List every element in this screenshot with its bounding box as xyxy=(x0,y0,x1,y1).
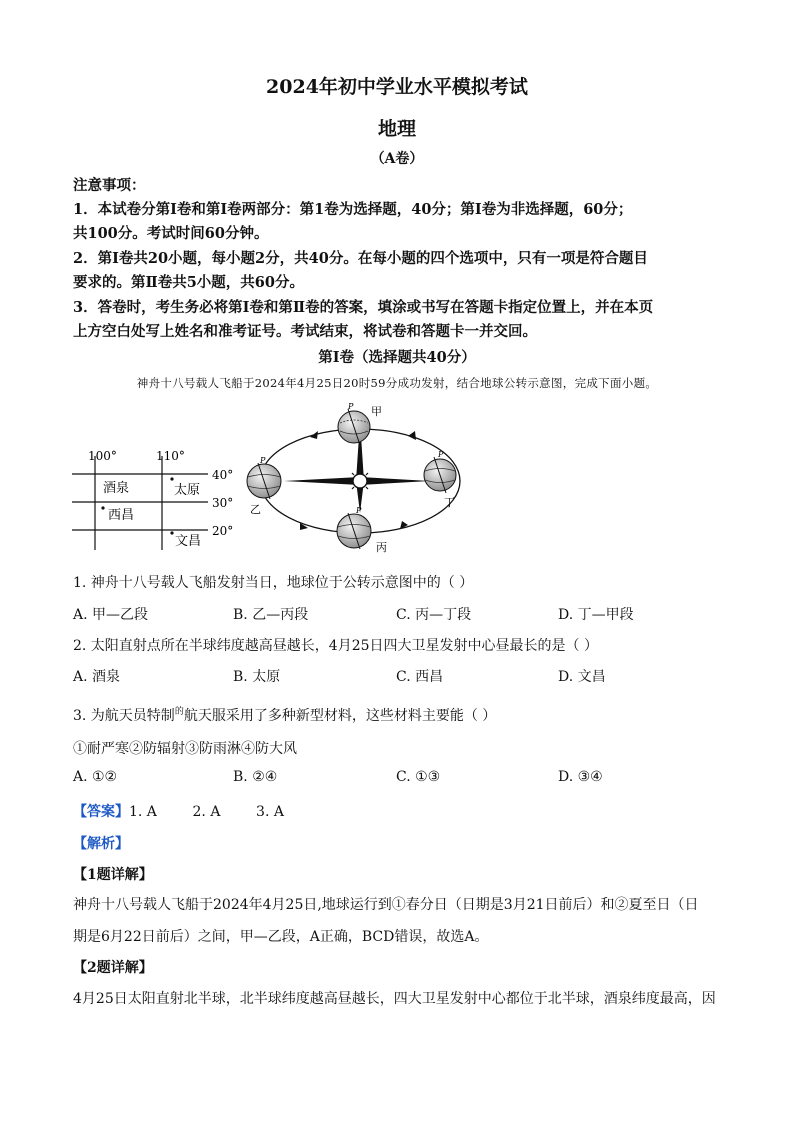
q3-choices-line: ①耐严寒②防辐射③防雨淋④防大风 xyxy=(73,741,297,757)
lat-label-30: 30° xyxy=(212,496,234,510)
q2-option-b[interactable]: B. 太原 xyxy=(233,669,281,685)
detail-1-tag: 【1题详解】 xyxy=(73,867,153,883)
city-xichang: 西昌 xyxy=(108,508,135,523)
q2-option-c[interactable]: C. 西昌 xyxy=(396,669,444,685)
q1-option-b[interactable]: B. 乙—丙段 xyxy=(233,607,309,623)
detail-2-tag: 【2题详解】 xyxy=(73,960,153,976)
q1-option-c[interactable]: C. 丙—丁段 xyxy=(396,607,472,623)
pole-label-ding: P xyxy=(438,450,444,459)
q3-option-a[interactable]: A. ①② xyxy=(73,769,118,785)
lat-label-40: 40° xyxy=(212,468,234,482)
label-ding: 丁 xyxy=(444,496,455,509)
analysis-tag: 【解析】 xyxy=(73,836,129,852)
revolution-diagram xyxy=(240,385,480,557)
earth-yi xyxy=(247,463,281,499)
q3-stem-part-2: 航天服采用了多种新型材料，这些材料主要能（ ） xyxy=(183,708,497,724)
q2-option-a[interactable]: A. 酒泉 xyxy=(73,669,121,685)
city-wenchang-dot xyxy=(170,531,173,534)
label-bing: 丙 xyxy=(376,541,387,554)
q3-stem-mark: 的 xyxy=(174,707,184,717)
earth-jia xyxy=(338,409,370,445)
lon-label-100: 100° xyxy=(88,449,117,463)
pole-label-jia: P xyxy=(348,402,354,411)
lat-label-20: 20° xyxy=(212,524,234,538)
pole-label-yi: P xyxy=(260,456,266,465)
q2-stem: 2. 太阳直射点所在半球纬度越高昼越长，4月25日四大卫星发射中心昼最长的是（ ） xyxy=(73,638,598,654)
q2-option-d[interactable]: D. 文昌 xyxy=(558,669,606,685)
section-1-title: 第Ⅰ卷（选择题共40分） xyxy=(318,349,476,366)
paper-version: （A卷） xyxy=(370,151,424,167)
answer-line xyxy=(73,801,723,821)
lon-label-110: 110° xyxy=(156,449,185,463)
q3-stem-part-1: 3. 为航天员特制 xyxy=(73,708,175,724)
answer-tag: 【答案】 xyxy=(73,804,129,820)
notice-item-1b: 共100分。考试时间60分钟。 xyxy=(73,225,269,242)
notice-item-2b: 要求的。第Ⅱ卷共5小题，共60分。 xyxy=(73,274,304,291)
q3-stem xyxy=(73,704,723,725)
orbit-arrow-icon xyxy=(408,431,416,440)
detail-1-text-a: 神舟十八号载人飞船于2024年4月25日,地球运行到①春分日（日期是3月21日前后）和②夏至日（日 xyxy=(73,897,699,913)
label-yi: 乙 xyxy=(250,503,261,516)
city-wenchang: 文昌 xyxy=(175,534,202,549)
q1-stem: 1. 神舟十八号载人飞船发射当日，地球位于公转示意图中的（ ） xyxy=(73,575,474,591)
pole-label-bing: P xyxy=(356,506,362,515)
detail-2-text-a: 4月25日太阳直射北半球，北半球纬度越高昼越长，四大卫星发射中心都位于北半球，酒泉纬度最高，因 xyxy=(73,991,716,1007)
earth-bing xyxy=(337,513,371,549)
answer-text: 1. A 2. A 3. A xyxy=(129,804,284,820)
notice-heading: 注意事项： xyxy=(73,177,146,194)
exam-title: 2024年初中学业水平模拟考试 xyxy=(266,76,528,98)
notice-item-1a: 1．本试卷分第Ⅰ卷和第Ⅰ卷两部分：第1卷为选择题，40分；第Ⅰ卷为非选择题，60分； xyxy=(73,201,633,218)
notice-item-2a: 2．第Ⅰ卷共20小题，每小题2分，共40分。在每小题的四个选项中，只有一项是符合题目 xyxy=(73,250,648,267)
earth-ding xyxy=(424,457,456,493)
location-map xyxy=(68,446,240,552)
notice-item-3a: 3．答卷时，考生务必将第Ⅰ卷和第Ⅱ卷的答案，填涂或书写在答题卡指定位置上，并在本页 xyxy=(73,299,654,316)
city-jiuquan: 酒泉 xyxy=(103,481,130,496)
label-jia: 甲 xyxy=(371,405,382,418)
city-taiyuan-dot xyxy=(170,477,173,480)
q3-option-c[interactable]: C. ①③ xyxy=(396,769,441,785)
detail-1-text-b: 期是6月22日前后）之间，甲—乙段，A正确，BCD错误，故选A。 xyxy=(73,929,489,945)
city-xichang-dot xyxy=(101,506,104,509)
q1-option-a[interactable]: A. 甲—乙段 xyxy=(73,607,149,623)
notice-item-3b: 上方空白处写上姓名和准考证号。考试结束，将试卷和答题卡一并交回。 xyxy=(73,323,537,340)
q3-option-b[interactable]: B. ②④ xyxy=(233,769,278,785)
q3-option-d[interactable]: D. ③④ xyxy=(558,769,603,785)
city-taiyuan: 太原 xyxy=(174,483,201,498)
q1-option-d[interactable]: D. 丁—甲段 xyxy=(558,607,634,623)
subject-title: 地理 xyxy=(377,118,416,140)
question-intro: 神舟十八号载人飞船于2024年4月25日20时59分成功发射，结合地球公转示意图，完成下面小题。 xyxy=(136,376,658,390)
